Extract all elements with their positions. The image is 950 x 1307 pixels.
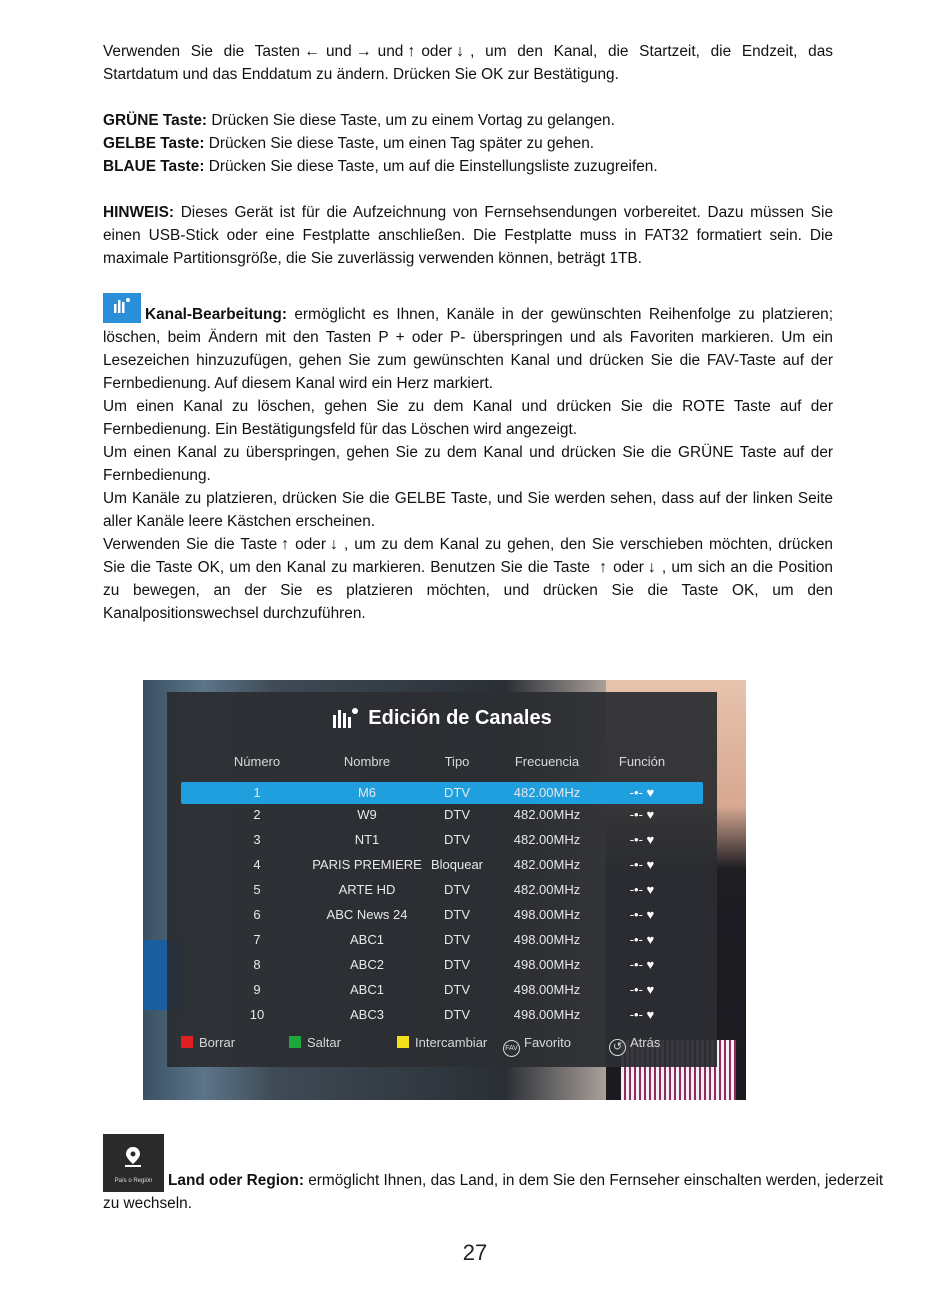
row-number: 6 [253, 907, 261, 922]
row-name: ARTE HD [338, 882, 396, 897]
row-number: 5 [253, 882, 261, 897]
row-frequency: 498.00MHz [513, 982, 581, 997]
row-function-icons: -•- ♥ [629, 832, 655, 847]
kanal-place-paragraph: Um Kanäle zu platzieren, drücken Sie die GELBE Taste, und Sie werden sehen, dass auf der linken Seite aller Kanäle leere Kästchen erscheinen. [103, 490, 833, 530]
legend-delete [181, 1035, 235, 1050]
move-or-2: oder [613, 559, 644, 576]
arrow-up-icon: ↑ [407, 43, 416, 60]
map-pin-icon [123, 1146, 143, 1168]
row-frequency: 498.00MHz [513, 907, 581, 922]
kanal-skip-paragraph: Um einen Kanal zu überspringen, gehen Sie zu dem Kanal und drücken Sie die GRÜNE Taste auf der Fernbedienung. [103, 444, 833, 484]
row-number: 3 [253, 832, 261, 847]
table-row[interactable] [167, 1004, 717, 1029]
row-type: DTV [444, 785, 470, 800]
row-name: ABC News 24 [326, 907, 408, 922]
row-type: DTV [444, 807, 470, 822]
kanal-label: Kanal-Bearbeitung: [145, 306, 287, 323]
kanal-delete-paragraph: Um einen Kanal zu löschen, gehen Sie zu dem Kanal und drücken Sie die ROTE Taste auf der Fernbedienung. Ein Bestätigungsfeld für das Löschen wird angezeigt. [103, 398, 833, 438]
intro-text-b: , um den Kanal, die Startzeit, die Endzeit, das Startdatum und das Enddatum zu ändern. Drücken Sie OK zur Bestätigung. [103, 43, 833, 83]
header-tipo: Tipo [444, 754, 470, 769]
legend-delete-label: Borrar [199, 1035, 236, 1050]
legend-skip [289, 1035, 341, 1050]
row-frequency: 498.00MHz [513, 957, 581, 972]
row-frequency: 498.00MHz [513, 1007, 581, 1022]
table-row[interactable] [167, 979, 717, 1004]
legend-favorite [503, 1035, 571, 1057]
arrow-right-icon: → [355, 43, 372, 60]
row-name: PARIS PREMIERE [312, 857, 422, 872]
blue-key-label: BLAUE Taste: [103, 158, 205, 175]
back-icon: ↺ [609, 1039, 626, 1056]
panel-title-text: Edición de Canales [368, 707, 552, 729]
legend-skip-label: Saltar [307, 1035, 341, 1050]
row-number: 7 [253, 932, 261, 947]
channel-edit-icon [332, 706, 360, 728]
row-type: DTV [444, 932, 470, 947]
table-row[interactable] [167, 804, 717, 829]
row-type: DTV [444, 957, 470, 972]
row-frequency: 498.00MHz [513, 932, 581, 947]
legend-swap [397, 1035, 487, 1050]
green-key-text: Drücken Sie diese Taste, um zu einem Vortag zu gelangen. [207, 112, 615, 129]
header-nombre: Nombre [343, 754, 391, 769]
move-text-a: Verwenden Sie die Taste [103, 536, 278, 553]
row-function-icons: -•- ♥ [629, 932, 655, 947]
red-key-swatch [181, 1036, 193, 1048]
panel-title [167, 706, 717, 730]
hinweis-label: HINWEIS: [103, 204, 174, 221]
arrow-down-icon: ↓ [647, 559, 656, 576]
kanal-paragraph [103, 293, 833, 395]
arrow-up-icon: ↑ [599, 559, 608, 576]
arrow-up-icon: ↑ [281, 536, 290, 553]
kanal-move-paragraph [103, 533, 833, 625]
row-name: ABC1 [350, 982, 384, 997]
row-type: DTV [444, 907, 470, 922]
table-row[interactable] [181, 782, 703, 804]
country-region-caption: País o Región [114, 1178, 153, 1184]
row-function-icons: -•- ♥ [629, 857, 655, 872]
table-row[interactable] [167, 929, 717, 954]
kanal-text: ermöglicht es Ihnen, Kanäle in der gewünschten Reihenfolge zu platzieren; löschen, beim Ändern mit den Tasten P + oder P- überspringen und als Favoriten markieren. Um ein Lesezeichen hinzuzufügen, gehen Sie zum gewünschten Kanal und drücken Sie die FAV-Taste auf der Fernbedienung. Auf diesem Kanal wird ein Herz markiert. [103, 306, 833, 392]
row-number: 4 [253, 857, 261, 872]
intro-text-a: Verwenden Sie die Tasten [103, 43, 300, 60]
row-function-icons: -•- ♥ [629, 982, 655, 997]
table-row[interactable] [167, 829, 717, 854]
row-function-icons: -•- ♥ [629, 785, 655, 800]
intro-paragraph [103, 40, 833, 86]
intro-or: oder [421, 43, 453, 60]
row-name: ABC1 [350, 932, 384, 947]
row-function-icons: -•- ♥ [629, 1007, 655, 1022]
land-paragraph [103, 1134, 903, 1215]
move-text-c: , um sich an die Position zu bewegen, an der Sie es platzieren möchten, und drücken Sie die Taste OK, um den Kanalpositionswechsel durchzuführen. [103, 559, 833, 622]
table-row[interactable] [167, 879, 717, 904]
row-function-icons: -•- ♥ [629, 957, 655, 972]
document-body [103, 40, 833, 625]
blue-key-text: Drücken Sie diese Taste, um auf die Einstellungsliste zuzugreifen. [204, 158, 658, 175]
green-key-line [103, 109, 833, 132]
row-name: W9 [357, 807, 377, 822]
arrow-left-icon: ← [303, 43, 320, 60]
legend-swap-label: Intercambiar [415, 1035, 488, 1050]
row-name: ABC3 [350, 1007, 384, 1022]
fav-icon: FAV [503, 1040, 520, 1057]
arrow-down-icon: ↓ [329, 536, 338, 553]
row-frequency: 482.00MHz [513, 785, 581, 800]
hinweis-text: Dieses Gerät ist für die Aufzeichnung von Fernsehsendungen vorbereitet. Dazu müssen Sie einen USB-Stick oder eine Festplatte anschließen. Die Festplatte muss in FAT32 formatiert sein. Die maximale Partitionsgröße, die Sie zuverlässig verwenden können, beträgt 1TB. [103, 204, 833, 267]
yellow-key-line [103, 132, 833, 155]
yellow-key-label: GELBE Taste: [103, 135, 205, 152]
table-row[interactable] [167, 954, 717, 979]
green-key-swatch [289, 1036, 301, 1048]
row-number: 2 [253, 807, 261, 822]
hinweis-paragraph [103, 201, 833, 270]
header-numero: Número [233, 754, 281, 769]
legend-back-label: Atrás [630, 1035, 661, 1050]
channel-list [167, 782, 717, 1029]
channel-edit-icon [103, 293, 141, 323]
row-function-icons: -•- ♥ [629, 907, 655, 922]
row-number: 1 [253, 785, 261, 800]
table-row[interactable] [167, 854, 717, 879]
intro-and-2: und [377, 43, 404, 60]
legend-bar [181, 1035, 711, 1055]
row-type: DTV [444, 982, 470, 997]
legend-back [609, 1035, 660, 1056]
move-text-b: , um zu dem Kanal zu gehen, den Sie verschieben möchten, drücken Sie die Taste OK, um den Kanal zu markieren. Benutzen Sie die Taste [103, 536, 833, 576]
yellow-key-text: Drücken Sie diese Taste, um einen Tag später zu gehen. [204, 135, 595, 152]
row-number: 10 [249, 1007, 265, 1022]
yellow-key-swatch [397, 1036, 409, 1048]
land-text: ermöglicht Ihnen, das Land, in dem Sie den Fernseher einschalten werden, jederzeit zu wechseln. [103, 1172, 884, 1212]
blue-key-line [103, 155, 833, 178]
row-frequency: 482.00MHz [513, 882, 581, 897]
row-frequency: 482.00MHz [513, 857, 581, 872]
row-type: DTV [444, 832, 470, 847]
row-frequency: 482.00MHz [513, 807, 581, 822]
row-type: DTV [444, 1007, 470, 1022]
legend-favorite-label: Favorito [524, 1035, 571, 1050]
table-row[interactable] [167, 904, 717, 929]
header-frecuencia: Frecuencia [514, 754, 580, 769]
row-type: DTV [444, 882, 470, 897]
row-name: NT1 [354, 832, 380, 847]
row-name: M6 [357, 785, 377, 800]
land-label: Land oder Region: [168, 1172, 304, 1189]
row-function-icons: -•- ♥ [629, 882, 655, 897]
row-number: 9 [253, 982, 261, 997]
country-region-icon [103, 1134, 164, 1192]
header-funcion: Función [618, 754, 666, 769]
row-type: Bloquear [430, 857, 484, 872]
channel-edit-screenshot [143, 680, 746, 1100]
page-number: 27 [462, 1240, 488, 1265]
move-or: oder [295, 536, 326, 553]
arrow-down-icon: ↓ [456, 43, 465, 60]
row-name: ABC2 [350, 957, 384, 972]
row-frequency: 482.00MHz [513, 832, 581, 847]
channel-edit-panel [167, 692, 717, 1067]
row-function-icons: -•- ♥ [629, 807, 655, 822]
intro-and-1: und [325, 43, 352, 60]
green-key-label: GRÜNE Taste: [103, 112, 208, 129]
row-number: 8 [253, 957, 261, 972]
